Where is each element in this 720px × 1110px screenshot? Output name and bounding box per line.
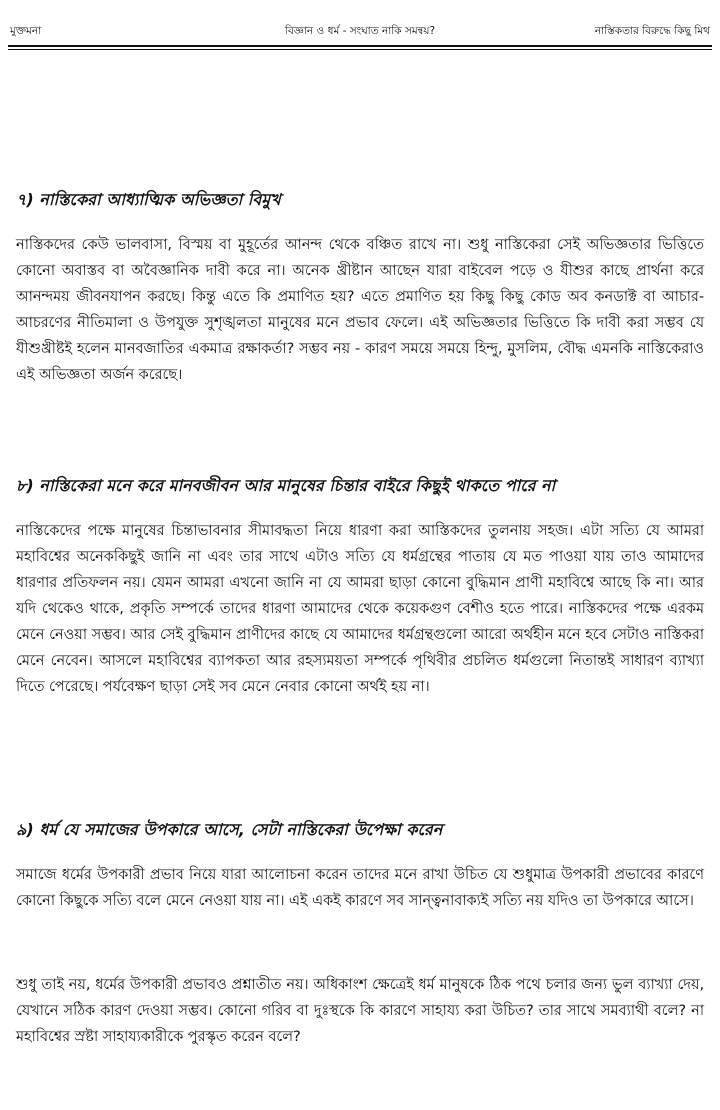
header-site-name: মুক্তমনা — [10, 25, 42, 37]
section-8-paragraph: নাস্তিকেদের পক্ষে মানুষের চিন্তাভাবনার সীমাবদ্ধতা নিয়ে ধারণা করা আস্তিকদের তুলনায় সহজ। এটা সত্যি যে আমরা মহাবিশ্বের অনেককিছুই জানি না এবং তার সাথে এটাও সত্যি যে ধর্মগ্রন্থের পাতায় যে মত পাওয়া যায় তাও আমাদের ধারণার প্রতিফলন নয়। যেমন আমরা এখনো জানি না যে আমরা ছাড়া কোনো বুদ্ধিমান প্রাণী মহাবিশ্বে আছে কি না। আর যদি থেকেও থাকে, প্রকৃতি সম্পর্কে তাদের ধারণা আমাদের থেকে কয়েকগুণ বেশীও হতে পারে। নাস্তিকদের পক্ষে এরকম মেনে নেওয়া সম্ভব। আর সেই বুদ্ধিমান প্রাণীদের কাছে যে আমাদের ধর্মগ্রন্থগুলো আরো অর্থহীন মনে হবে সেটাও নাস্তিকরা মেনে নেবেন। আসলে মহাবিশ্বের ব্যাপকতা আর রহস্যময়তা সম্পর্কে পৃথিবীর প্রচলিত ধর্মগুলো নিতান্তই সাধারণ ব্যাখ্যা দিতে পেরেছে। পর্যবেক্ষণ ছাড়া সেই সব মেনে নেবার কোনো অর্থই হয় না। — [16, 522, 704, 695]
page-header — [0, 0, 720, 50]
header-rule-thick — [8, 45, 712, 47]
section-8-heading: ৮) নাস্তিকেরা মনে করে মানবজীবন আর মানুষের চিন্তার বাইরে কিছুই থাকতে পারে না — [16, 476, 556, 495]
section-7-paragraph: নাস্তিকদের কেউ ভালবাসা, বিস্ময় বা মুহূর্তের আনন্দ থেকে বঞ্চিত রাখে না। শুধু নাস্তিকেরা সেই অভিজ্ঞতার ভিত্তিতে কোনো অবাস্তব বা অবৈজ্ঞানিক দাবী করে না। অনেক খ্রীষ্টান আছেন যারা বাইবেল পড়ে ও যীশুর কাছে প্রার্থনা করে আনন্দময় জীবনযাপন করছে। কিন্তু এতে কি প্রমাণিত হয়? এতে প্রমাণিত হয় কিছু কিছু কোড অব কনডাক্ট বা আচার-আচরণের নীতিমালা ও উপযুক্ত সুশৃঙ্খলতা মানুষের মনে প্রভাব ফেলে। এই অভিজ্ঞতার ভিত্তিতে কি দাবী করা সম্ভব যে যীশুখ্রীষ্টই হলেন মানবজাতির একমাত্র রক্ষাকর্তা? সম্ভব নয় - কারণ সময়ে সময়ে হিন্দু, মুসলিম, বৌদ্ধ এমনকি নাস্তিকেরাও এই অভিজ্ঞতা অর্জন করেছে। — [16, 236, 704, 383]
section-9-paragraph-2: শুধু তাই নয়, ধর্মের উপকারী প্রভাবও প্রশ্নাতীত নয়। অধিকাংশ ক্ষেত্রেই ধর্ম মানুষকে ঠিক পথে চলার জন্য ভুল ব্যাখ্যা দেয়, যেখানে সঠিক কারণ দেওয়া সম্ভব। কোনো গরিব বা দুঃস্থকে কি কারণে সাহায্য করা উচিত? তার সাথে সমব্যাথী বলে? না মহাবিশ্বের স্রষ্টা সাহায্যকারীকে পুরস্কৃত করেন বলে? — [16, 976, 704, 1045]
section-9-paragraph-1: সমাজে ধর্মের উপকারী প্রভাব নিয়ে যারা আলোচনা করেন তাদের মনে রাখা উচিত যে শুধুমাত্র উপকারী প্রভাবের কারণে কোনো কিছুকে সত্যি বলে মেনে নেওয়া যায় না। এই একই কারণে সব সান্ত্বনাবাক্যই সত্যি নয় যদিও তা উপকারে আসে। — [16, 866, 704, 909]
header-rule-thin — [8, 49, 712, 50]
section-9-heading: ৯) ধর্ম যে সমাজের উপকারে আসে, সেটা নাস্তিকেরা উপেক্ষা করেন — [16, 820, 443, 839]
header-chapter-title: নাস্তিকতার বিরুদ্ধে কিছু মিথ — [594, 25, 710, 37]
section-7-heading: ৭) নাস্তিকেরা আধ্যাত্মিক অভিজ্ঞতা বিমুখ — [16, 190, 281, 209]
header-book-title: বিজ্ঞান ও ধর্ম - সংঘাত নাকি সমন্বয়? — [284, 25, 436, 37]
